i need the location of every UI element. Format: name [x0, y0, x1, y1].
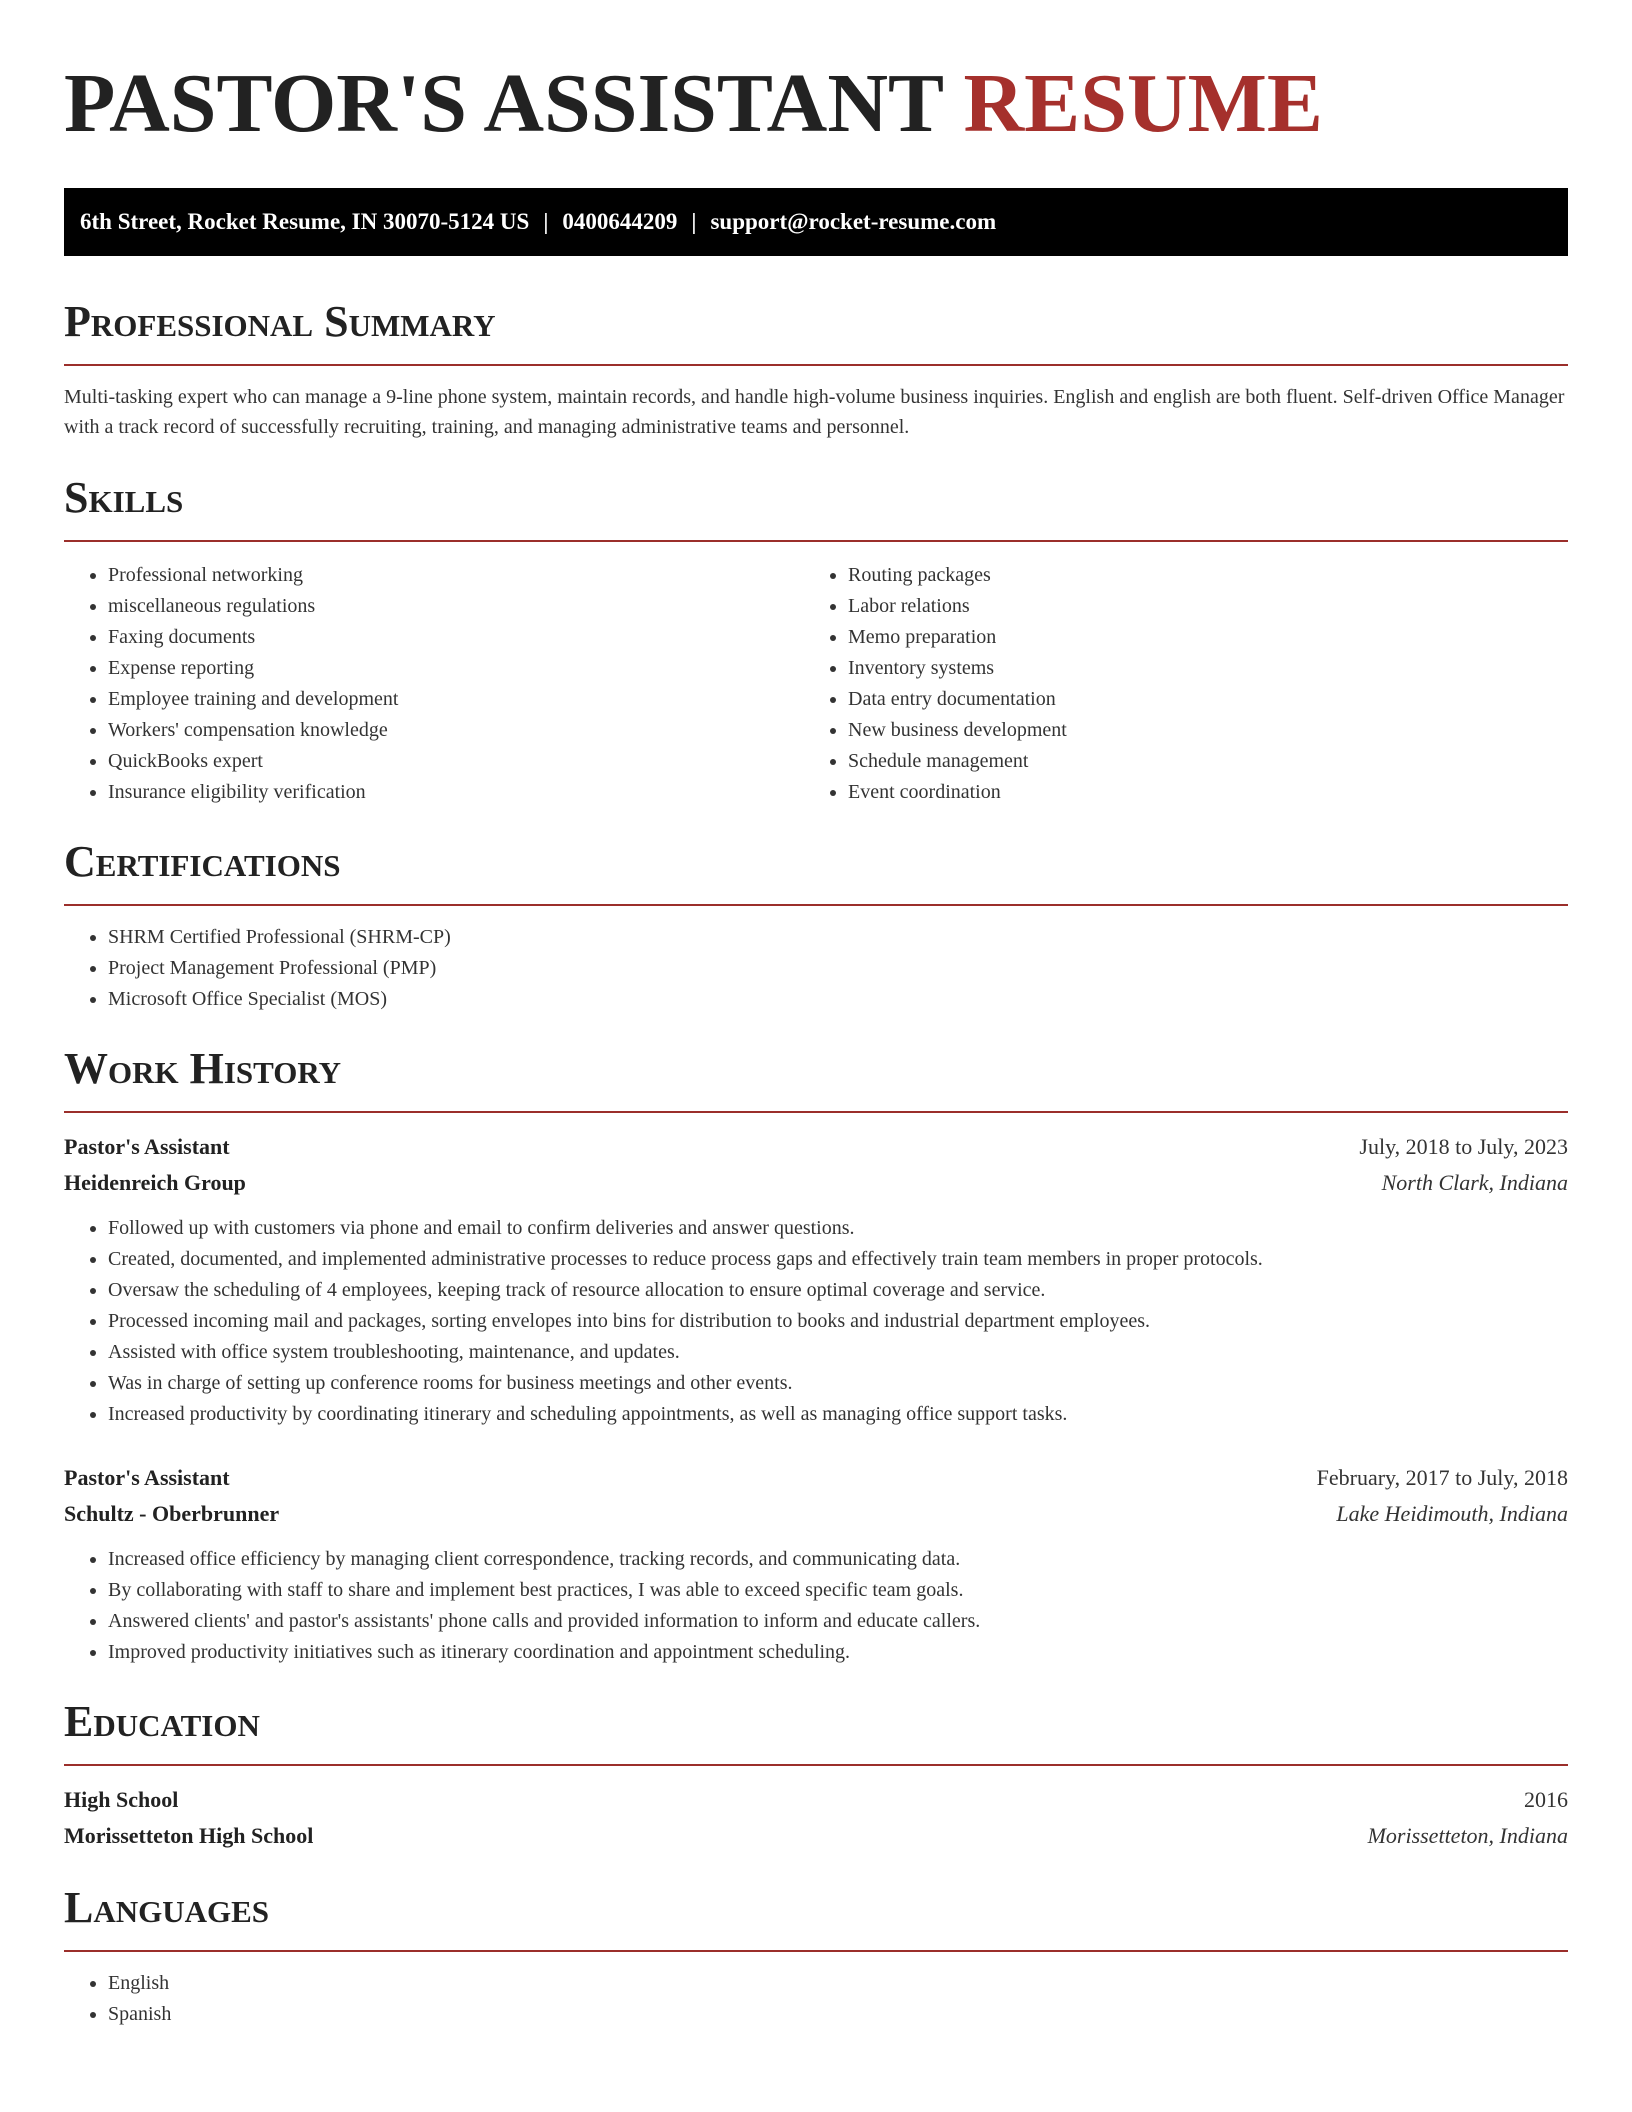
skills-section: [64, 470, 1568, 808]
section-heading-education: Education: [64, 1697, 260, 1746]
section-heading-languages: Languages: [64, 1883, 270, 1932]
title-accent: RESUME: [963, 57, 1323, 150]
section-divider: [64, 904, 1568, 906]
job-duty-item: • Increased office efficiency by managing client correspondence, tracking records, and communicating data.: [108, 1544, 1568, 1575]
job-duties-list: [64, 1544, 1568, 1668]
skill-item: • Expense reporting: [108, 653, 804, 684]
skill-item: • Professional networking: [108, 560, 804, 591]
language-item: • English: [108, 1968, 1568, 1999]
job-dates: February, 2017 to July, 2018: [1316, 1465, 1568, 1490]
section-divider: [64, 540, 1568, 542]
language-item: • Spanish: [108, 1999, 1568, 2030]
resume-title: [64, 56, 1568, 152]
contact-separator: |: [543, 209, 549, 234]
certification-item: • Microsoft Office Specialist (MOS): [108, 984, 1568, 1015]
skill-item: • Memo preparation: [848, 622, 1544, 653]
job-duties-list: [64, 1213, 1568, 1430]
languages-list: [64, 1968, 1568, 2030]
job-duty-item: • Followed up with customers via phone and email to confirm deliveries and answer questions.: [108, 1213, 1568, 1244]
job-title: Pastor's Assistant: [64, 1465, 230, 1490]
job-header-row: [64, 1129, 1568, 1165]
title-main: PASTOR'S ASSISTANT: [64, 57, 943, 150]
skills-grid: [64, 560, 1568, 808]
skill-item: • Insurance eligibility verification: [108, 777, 804, 808]
job-company-row: [64, 1165, 1568, 1201]
job-dates: July, 2018 to July, 2023: [1359, 1134, 1568, 1159]
education-year: 2016: [1524, 1787, 1568, 1812]
skill-item: • Inventory systems: [848, 653, 1544, 684]
section-heading-summary: Professional Summary: [64, 297, 496, 346]
skill-item: • Data entry documentation: [848, 684, 1544, 715]
job-duty-item: • Improved productivity initiatives such as itinerary coordination and appointment scheduling.: [108, 1637, 1568, 1668]
job-location: North Clark, Indiana: [1381, 1170, 1568, 1195]
job-company-row: [64, 1496, 1568, 1532]
section-divider: [64, 364, 1568, 366]
job-duty-item: • Created, documented, and implemented administrative processes to reduce process gaps and effectively train team members in proper protocols.: [108, 1244, 1568, 1275]
skill-item: • QuickBooks expert: [108, 746, 804, 777]
skill-item: • miscellaneous regulations: [108, 591, 804, 622]
certification-item: • SHRM Certified Professional (SHRM-CP): [108, 922, 1568, 953]
skills-column-left: [64, 560, 804, 808]
job-entry: [64, 1460, 1568, 1668]
work-history-section: [64, 1041, 1568, 1668]
skill-item: • Labor relations: [848, 591, 1544, 622]
skill-item: • Event coordination: [848, 777, 1544, 808]
job-duty-item: • Was in charge of setting up conference rooms for business meetings and other events.: [108, 1368, 1568, 1399]
section-divider: [64, 1111, 1568, 1113]
certification-item: • Project Management Professional (PMP): [108, 953, 1568, 984]
education-school-row: [64, 1818, 1568, 1854]
education-section: [64, 1694, 1568, 1854]
education-degree-row: [64, 1782, 1568, 1818]
skill-item: • Faxing documents: [108, 622, 804, 653]
skill-item: • Schedule management: [848, 746, 1544, 777]
education-entry: [64, 1782, 1568, 1854]
job-duty-item: • Processed incoming mail and packages, sorting envelopes into bins for distribution to books and industrial department employees.: [108, 1306, 1568, 1337]
summary-text: Multi-tasking expert who can manage a 9-line phone system, maintain records, and handle high-volume business inquiries. English and english are both fluent. Self-driven Office Manager with a track record of successfully recruiting, training, and managing administrative teams and personnel.: [64, 386, 1565, 438]
contact-bar: [64, 188, 1568, 256]
section-heading-skills: Skills: [64, 473, 184, 522]
contact-separator: |: [691, 209, 697, 234]
job-company: Heidenreich Group: [64, 1170, 246, 1195]
job-duty-item: • By collaborating with staff to share and implement best practices, I was able to exceed specific team goals.: [108, 1575, 1568, 1606]
job-duty-item: • Oversaw the scheduling of 4 employees, keeping track of resource allocation to ensure optimal coverage and service.: [108, 1275, 1568, 1306]
education-degree: High School: [64, 1787, 179, 1812]
section-divider: [64, 1950, 1568, 1952]
contact-phone: 0400644209: [562, 209, 678, 234]
job-entry: [64, 1129, 1568, 1430]
skill-item: • New business development: [848, 715, 1544, 746]
skill-item: • Routing packages: [848, 560, 1544, 591]
job-duty-item: • Increased productivity by coordinating itinerary and scheduling appointments, as well as managing office support tasks.: [108, 1399, 1568, 1430]
section-heading-certifications: Certifications: [64, 837, 341, 886]
skills-column-right: [804, 560, 1544, 808]
job-title: Pastor's Assistant: [64, 1134, 230, 1159]
certifications-list: [64, 922, 1568, 1015]
job-company: Schultz - Oberbrunner: [64, 1501, 280, 1526]
section-heading-work-history: Work History: [64, 1044, 342, 1093]
certifications-section: [64, 834, 1568, 1015]
contact-address: 6th Street, Rocket Resume, IN 30070-5124 US: [80, 209, 530, 234]
education-school: Morissetteton High School: [64, 1823, 314, 1848]
skill-item: • Workers' compensation knowledge: [108, 715, 804, 746]
contact-email: support@rocket-resume.com: [710, 209, 997, 234]
job-duty-item: • Answered clients' and pastor's assistants' phone calls and provided information to inform and educate callers.: [108, 1606, 1568, 1637]
education-location: Morissetteton, Indiana: [1367, 1823, 1568, 1848]
summary-section: [64, 294, 1568, 442]
job-location: Lake Heidimouth, Indiana: [1336, 1501, 1568, 1526]
section-divider: [64, 1764, 1568, 1766]
job-header-row: [64, 1460, 1568, 1496]
skills-list-right: [804, 560, 1544, 808]
skills-list-left: [64, 560, 804, 808]
skill-item: • Employee training and development: [108, 684, 804, 715]
languages-section: [64, 1880, 1568, 2030]
job-duty-item: • Assisted with office system troubleshooting, maintenance, and updates.: [108, 1337, 1568, 1368]
